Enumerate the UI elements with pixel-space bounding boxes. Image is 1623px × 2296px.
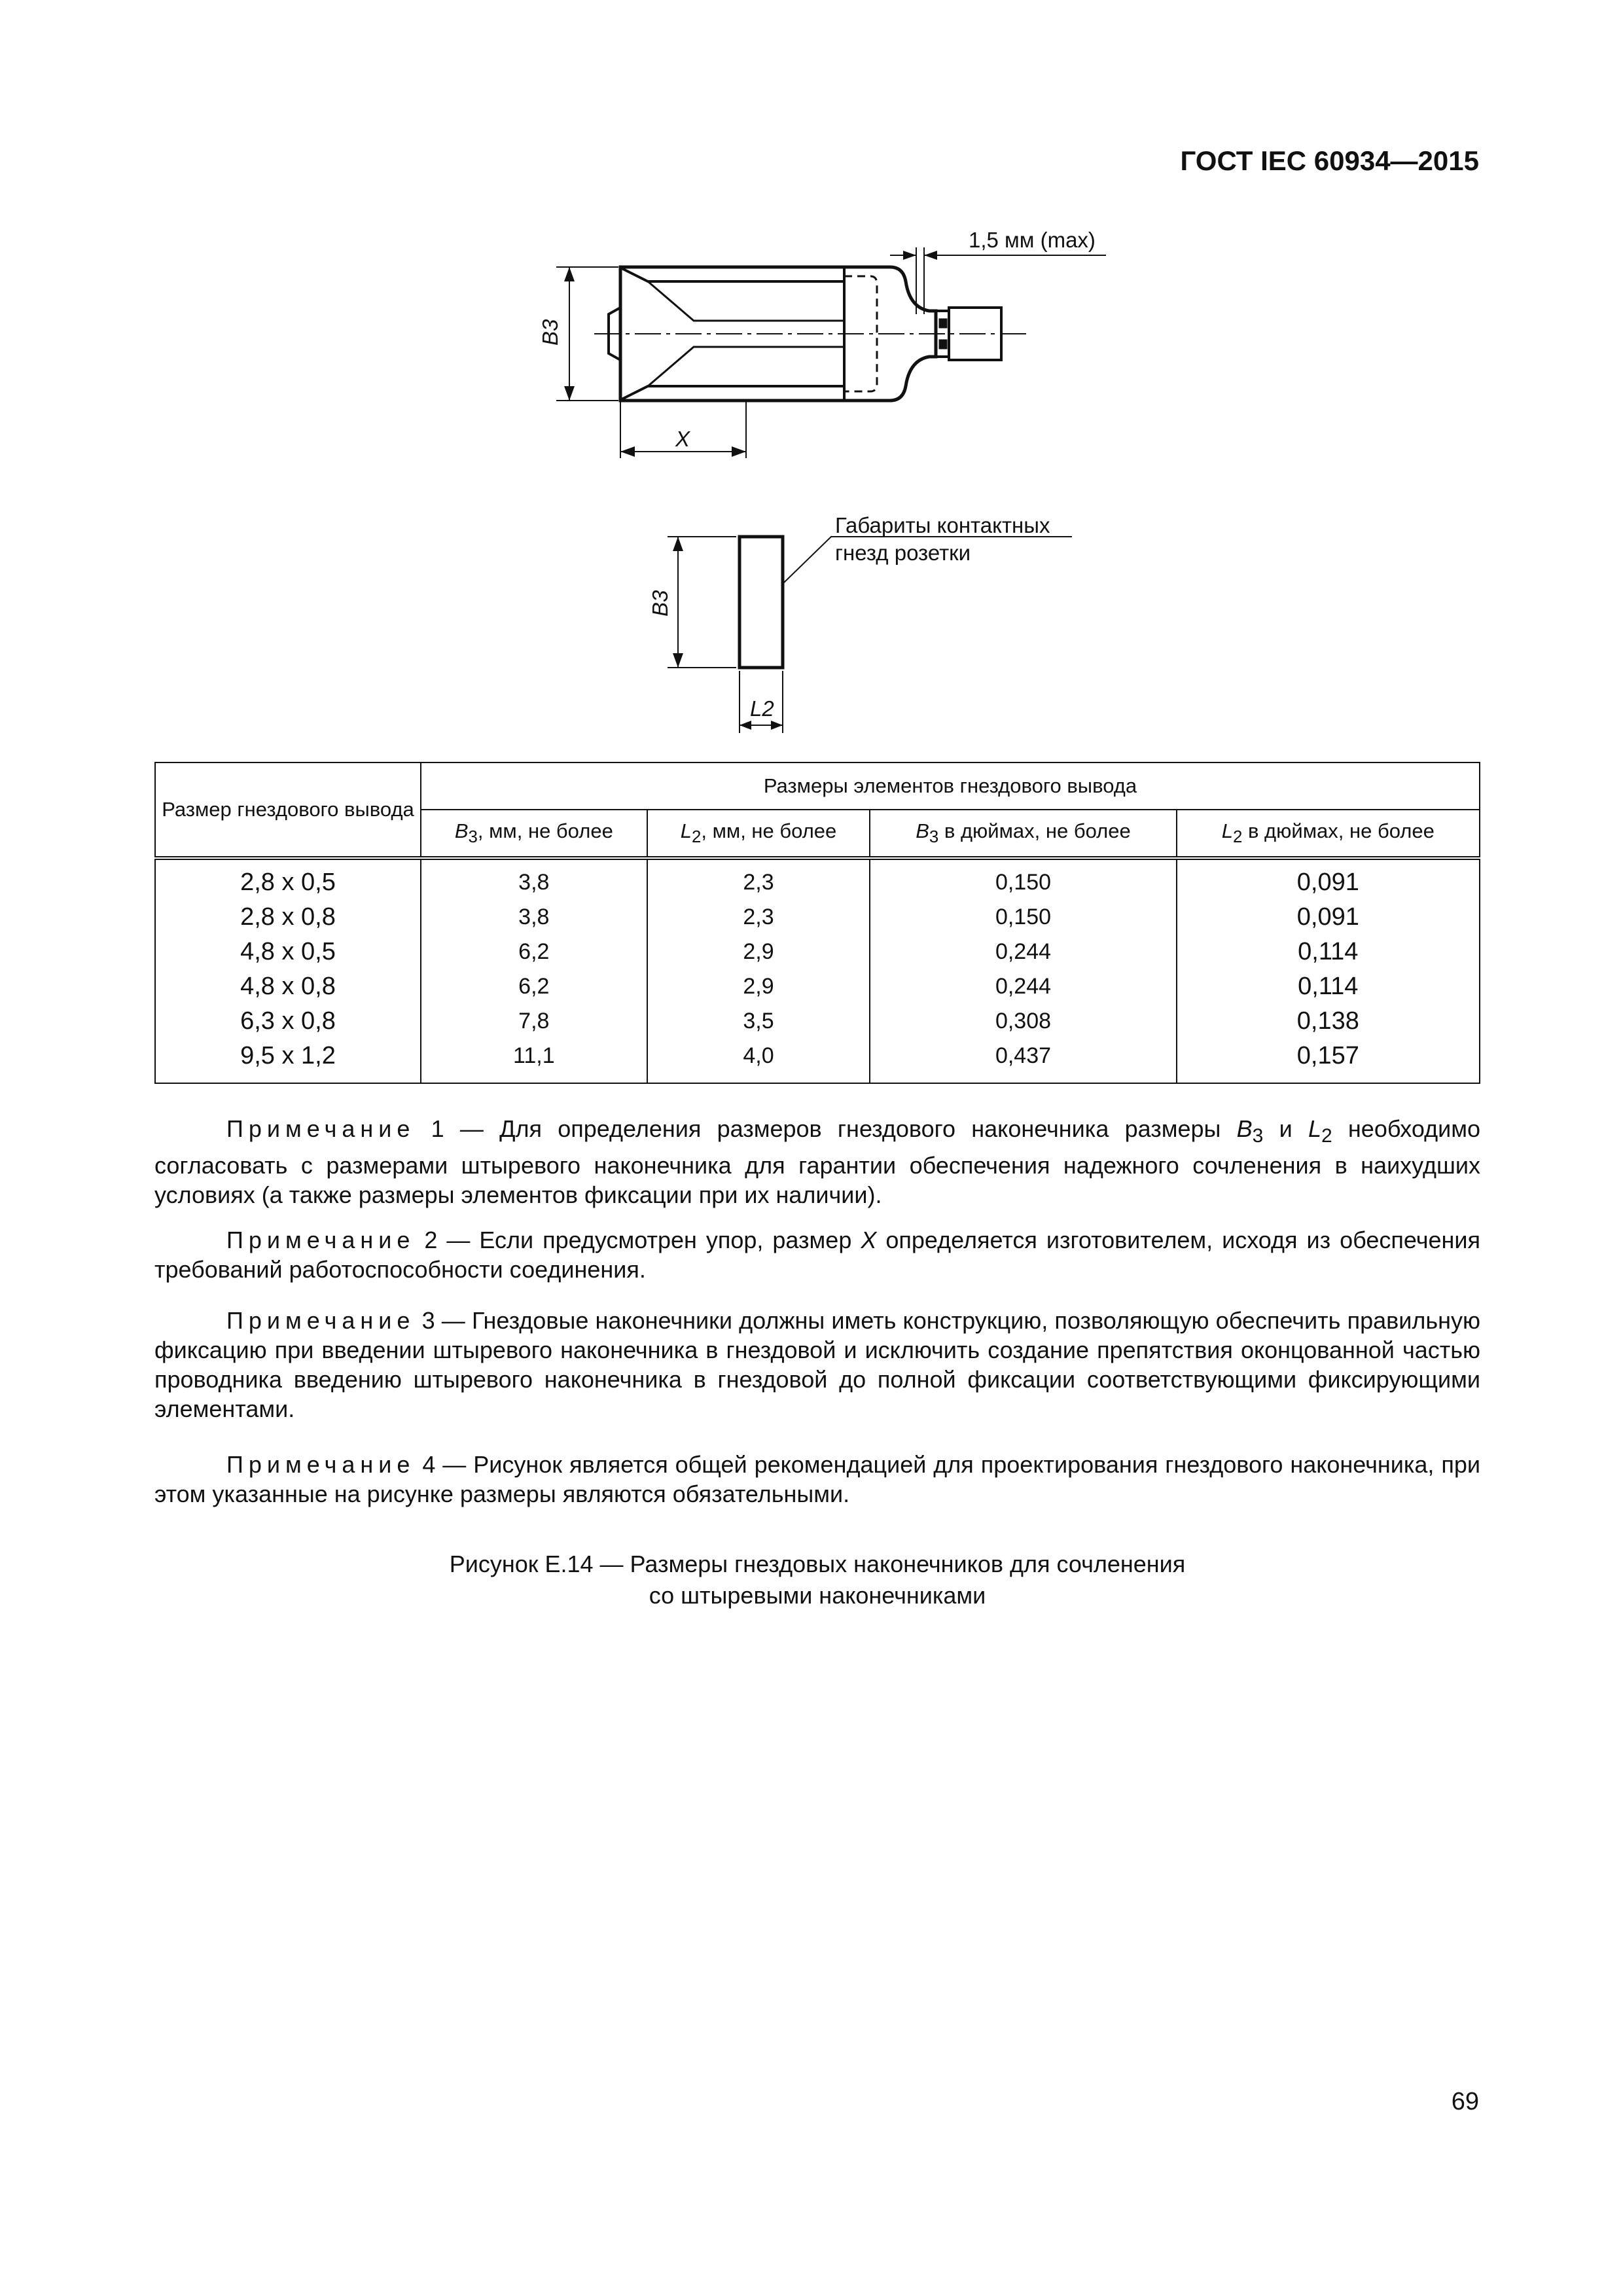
cell-l2-mm: 2,3: [743, 870, 774, 895]
cell-l2-mm: 2,9: [743, 939, 774, 964]
header-terminal-size: [155, 762, 421, 858]
cell-size: 4,8 х 0,5: [240, 938, 336, 965]
note-4-label: Примечание: [226, 1451, 416, 1478]
header-b3-inch-sub: 3: [929, 828, 939, 847]
header-b3-mm-sub: 3: [468, 828, 478, 847]
cell-b3-inch: 0,244: [995, 974, 1052, 999]
header-l2-inch-rest: в дюймах, не более: [1242, 819, 1435, 842]
cell-b3-mm: 11,1: [512, 1043, 555, 1068]
label-x: X: [675, 427, 690, 451]
cell-b3-inch: 0,150: [995, 870, 1052, 895]
note-2-text-a: Если предусмотрен упор, размер: [479, 1227, 861, 1253]
cell-l2-inch: 0,091: [1296, 903, 1359, 931]
header-l2-mm-rest: , мм, не более: [701, 819, 837, 842]
header-l2-inch-sub: 2: [1232, 828, 1243, 847]
note-1-b-sym: B: [1236, 1115, 1253, 1142]
header-l2-inch-sym: L: [1221, 819, 1233, 842]
cell-size: 4,8 х 0,8: [240, 973, 336, 1000]
table-row: [155, 858, 1480, 1083]
column-b3-mm: [421, 858, 647, 1083]
label-l2: L2: [750, 696, 774, 721]
header-b3-inch: [870, 810, 1176, 858]
column-l2-inch: [1177, 858, 1480, 1083]
figure-caption: [154, 1549, 1480, 1611]
cell-size: 2,8 х 0,5: [240, 869, 336, 896]
document-header: ГОСТ IEC 60934—2015: [1180, 145, 1479, 176]
note-1-num: 1 —: [415, 1115, 500, 1142]
note-1-text-a: Для определения размеров гнездового наконечника размеры: [499, 1115, 1237, 1142]
cell-b3-mm: 3,8: [518, 870, 550, 895]
label-b3-top: B3: [538, 319, 562, 346]
terminal-drawing-top: [497, 216, 1126, 465]
header-l2-mm: [647, 810, 870, 858]
socket-outline-drawing: [635, 511, 1093, 740]
cell-l2-inch: 0,157: [1296, 1042, 1359, 1069]
column-l2-mm: [647, 858, 870, 1083]
note-3-label: Примечание: [226, 1307, 416, 1334]
label-outline-line2: гнезд розетки: [835, 541, 971, 565]
cell-l2-inch: 0,114: [1298, 938, 1359, 965]
cell-l2-mm: 4,0: [743, 1043, 774, 1068]
note-1-text-b: и: [1263, 1115, 1308, 1142]
note-1-b-sub: 3: [1252, 1125, 1264, 1147]
note-4: [154, 1450, 1480, 1509]
column-size: [155, 858, 421, 1083]
note-1-label: Примечание: [226, 1115, 416, 1142]
cell-b3-inch: 0,437: [995, 1043, 1052, 1068]
header-l2-mm-sub: 2: [691, 828, 702, 847]
note-1: [154, 1114, 1480, 1210]
note-4-text: Рисунок является общей рекомендацией для проектирования гнездового наконечника, при этом указанные на рисунке размеры являются обязательными.: [154, 1451, 1481, 1507]
note-3-text: Гнездовые наконечники должны иметь конструкцию, позволяющую обеспечить правильную фиксацию при введении штыревого наконечника в гнездовой и исключить создание препятствия оконцованной частью проводника введению штыревого наконечника в гнездовой до полной фиксации соответствующими фиксирующими элементами.: [154, 1307, 1480, 1422]
header-b3-inch-rest: в дюймах, не более: [938, 819, 1131, 842]
socket-outline-rect: [740, 537, 783, 668]
label-outline-line1: Габариты контактных: [835, 513, 1050, 537]
note-2-text-b: определяется изготовителем, исходя из обеспечения требований работоспособности соединения.: [154, 1227, 1480, 1283]
cell-l2-mm: 2,3: [743, 905, 774, 929]
figure-caption-line1: Рисунок Е.14 — Размеры гнездовых наконечников для сочленения: [449, 1551, 1186, 1577]
cell-b3-mm: 7,8: [518, 1009, 550, 1033]
cell-b3-inch: 0,244: [995, 939, 1052, 964]
cell-size: 9,5 х 1,2: [240, 1042, 336, 1069]
cell-l2-mm: 3,5: [743, 1009, 774, 1033]
header-element-dimensions: Размеры элементов гнездового вывода: [421, 762, 1480, 810]
note-1-l-sub: 2: [1321, 1125, 1332, 1147]
header-l2-inch: [1177, 810, 1480, 858]
note-1-text-c: необходимо согласовать с размерами штыревого наконечника для гарантии обеспечения надежного сочленения в наихудших условиях (а также размеры элементов фиксации при их наличии).: [154, 1115, 1480, 1209]
note-2-x-sym: X: [861, 1227, 877, 1253]
note-2-num: 2 —: [415, 1227, 480, 1253]
cell-b3-mm: 6,2: [518, 974, 550, 999]
header-b3-inch-sym: B: [916, 819, 929, 842]
note-2: [154, 1225, 1480, 1284]
cell-l2-mm: 2,9: [743, 974, 774, 999]
cell-size: 2,8 х 0,8: [240, 903, 336, 931]
note-2-label: Примечание: [226, 1227, 416, 1253]
cell-l2-inch: 0,091: [1296, 869, 1359, 896]
header-b3-mm: [421, 810, 647, 858]
dimensions-table: [154, 762, 1480, 1084]
page-number: 69: [1451, 2088, 1479, 2115]
header-b3-mm-sym: B: [454, 819, 469, 842]
cell-l2-inch: 0,138: [1296, 1007, 1359, 1035]
note-3-num: 3 —: [415, 1307, 472, 1334]
cell-b3-inch: 0,150: [995, 905, 1052, 929]
header-l2-mm-sym: L: [680, 819, 692, 842]
cell-size: 6,3 х 0,8: [240, 1007, 336, 1035]
header-terminal-size-text: Размер гнездового вывода: [162, 798, 414, 821]
figure-caption-line2: со штыревыми наконечниками: [649, 1582, 986, 1609]
cell-b3-mm: 3,8: [518, 905, 550, 929]
header-b3-mm-rest: , мм, не более: [477, 819, 613, 842]
note-3: [154, 1306, 1480, 1424]
cell-l2-inch: 0,114: [1298, 973, 1359, 1000]
label-max: 1,5 мм (max): [969, 228, 1096, 252]
cell-b3-mm: 6,2: [518, 939, 550, 964]
cell-b3-inch: 0,308: [995, 1009, 1052, 1033]
label-b3-bottom: B3: [648, 590, 672, 617]
note-1-l-sym: L: [1308, 1115, 1321, 1142]
note-4-num: 4 —: [415, 1451, 474, 1478]
column-b3-inch: [870, 858, 1176, 1083]
